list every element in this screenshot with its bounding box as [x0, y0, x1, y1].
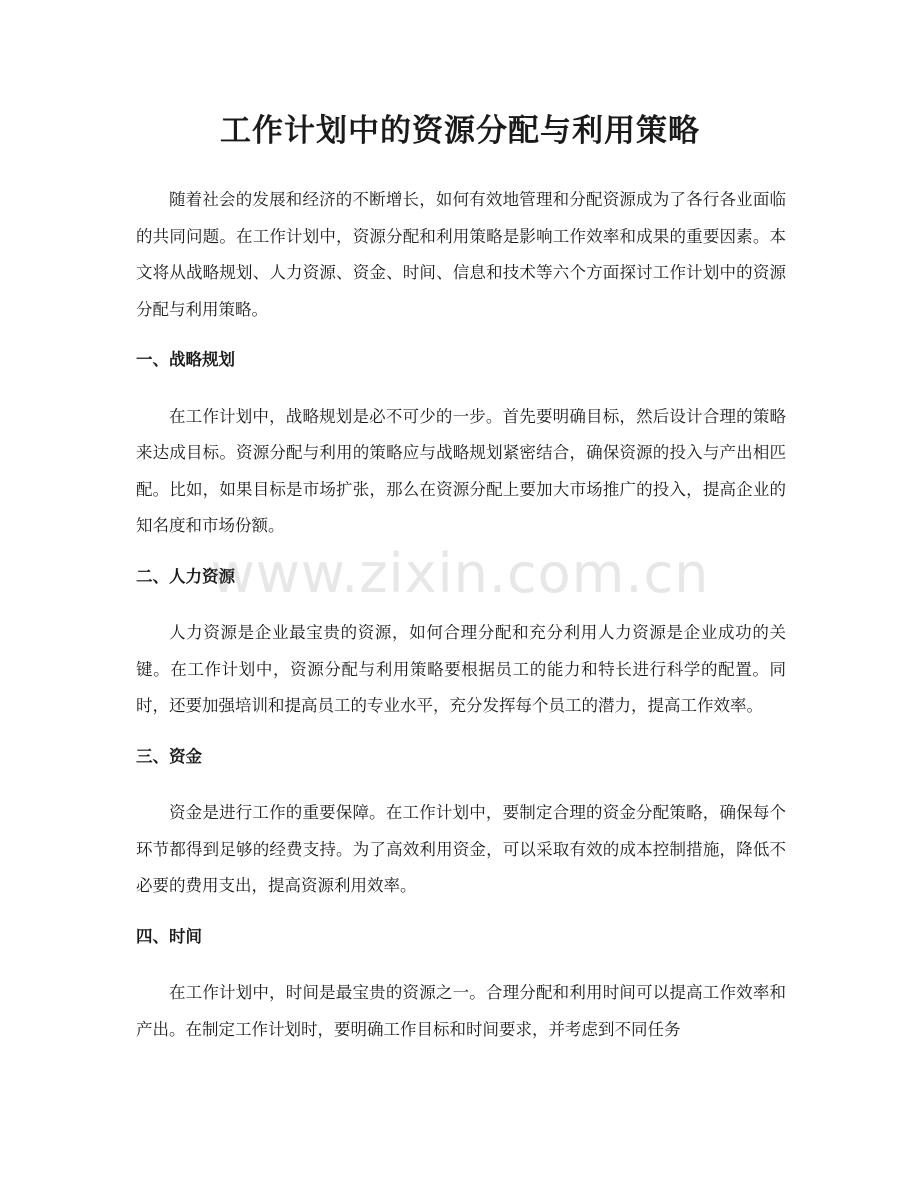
section-heading-time: 四、时间	[136, 926, 202, 946]
section-heading-funds: 三、资金	[136, 746, 202, 766]
intro-paragraph: 随着社会的发展和经济的不断增长，如何有效地管理和分配资源成为了各行各业面临的共同问题。在工作计划中，资源分配和利用策略是影响工作效率和成果的重要因素。本文将从战略规划、人力资源、资金、时间、信息和技术等六个方面探讨工作计划中的资源分配与利用策略。	[136, 190, 786, 319]
watermark: www.zixin.com.cn	[210, 542, 710, 605]
section-body-human-resources: 人力资源是企业最宝贵的资源，如何合理分配和充分利用人力资源是企业成功的关键。在工作计划中，资源分配与利用策略要根据员工的能力和特长进行科学的配置。同时，还要加强培训和提高员工的专业水平，充分发挥每个员工的潜力，提高工作效率。	[136, 623, 786, 715]
section-heading-strategy: 一、战略规划	[136, 350, 235, 369]
section-body-funds: 资金是进行工作的重要保障。在工作计划中，要制定合理的资金分配策略，确保每个环节都得到足够的经费支持。为了高效利用资金，可以采取有效的成本控制措施，降低不必要的费用支出，提高资源利用效率。	[136, 803, 786, 895]
section-body-strategy: 在工作计划中，战略规划是必不可少的一步。首先要明确目标，然后设计合理的策略来达成目标。资源分配与利用的策略应与战略规划紧密结合，确保资源的投入与产出相匹配。比如，如果目标是市场扩张，那么在资源分配上要加大市场推广的投入，提高企业的知名度和市场份额。	[136, 406, 786, 535]
document-body	[136, 182, 786, 1048]
document-title: 工作计划中的资源分配与利用策略	[220, 113, 700, 149]
section-heading-human-resources: 二、人力资源	[136, 566, 235, 586]
section-body-time: 在工作计划中，时间是最宝贵的资源之一。合理分配和利用时间可以提高工作效率和产出。在制定工作计划时，要明确工作目标和时间要求，并考虑到不同任务	[136, 983, 786, 1039]
